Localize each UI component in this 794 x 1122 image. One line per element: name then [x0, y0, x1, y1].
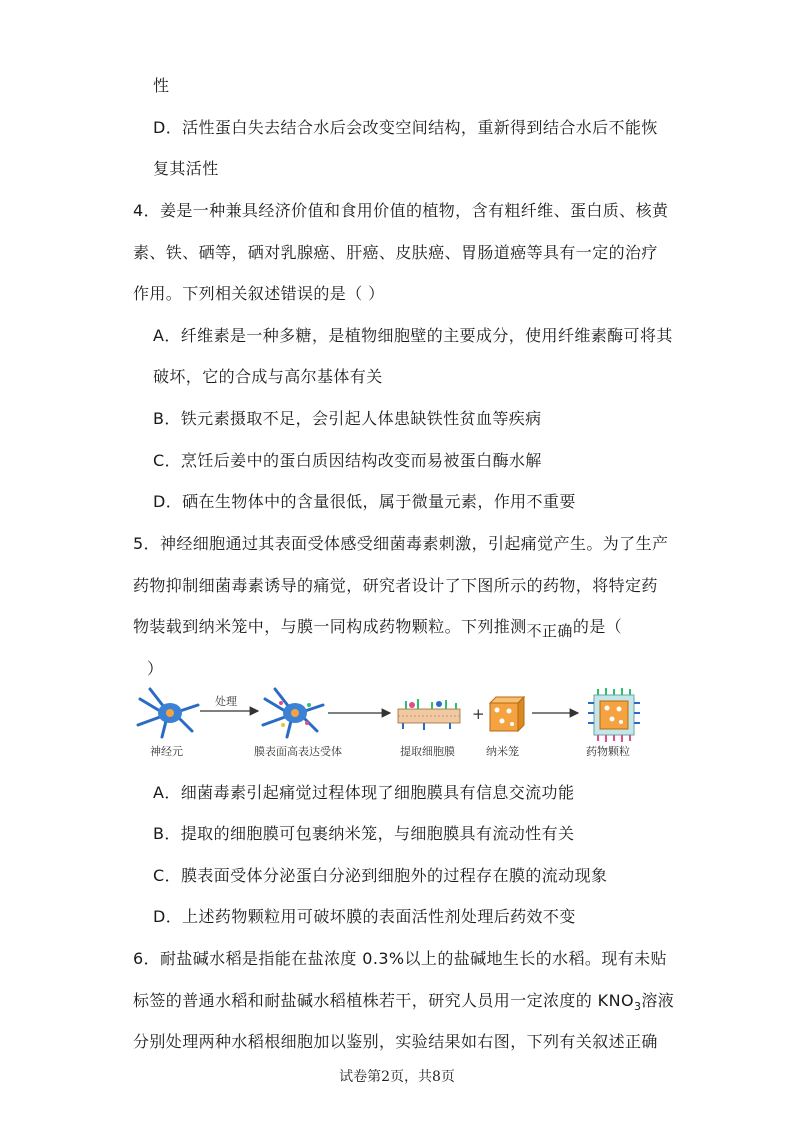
subscript-3: 3 — [633, 1000, 642, 1014]
question-4-option-a: A．纤维素是一种多糖，是植物细胞壁的主要成分，使用纤维素酶可将其 — [153, 326, 673, 345]
nanocage-icon — [490, 697, 524, 731]
question-5-option-a: A．细菌毒素引起痛觉过程体现了细胞膜具有信息交流功能 — [153, 783, 575, 802]
question-5-stem: 5．神经细胞通过其表面受体感受细菌毒素刺激，引起痛觉产生。为了生产 — [133, 534, 669, 553]
question-6-stem-3: 分别处理两种水稻根细胞加以鉴别，实验结果如右图，下列有关叙述正确 — [133, 1032, 658, 1051]
caption-membrane: 提取细胞膜 — [400, 745, 455, 758]
question-6-stem-2 — [133, 991, 674, 1017]
neuron-icon — [138, 689, 198, 737]
question-5-option-d: D．上述药物颗粒用可破坏膜的表面活性剂处理后药效不变 — [153, 907, 576, 926]
option-d-prev: D．活性蛋白失去结合水后会改变空间结构，重新得到结合水后不能恢 — [153, 118, 658, 137]
caption-nanocage: 纳米笼 — [486, 745, 519, 758]
receptor-neuron-icon — [263, 689, 323, 737]
question-4-stem: 4．姜是一种兼具经济价值和食用价值的植物，含有粗纤维、蛋白质、核黄 — [133, 201, 669, 220]
drug-particle-figure — [130, 683, 650, 763]
caption-drug-particle: 药物颗粒 — [586, 745, 630, 758]
figure-graphic — [130, 683, 650, 763]
membrane-icon — [398, 699, 460, 730]
stem-text: 物装载到纳米笼中，与膜一同构成药物颗粒。下列推测 — [133, 617, 527, 636]
question-4-stem-3: 作用。下列相关叙述错误的是（ ） — [133, 284, 385, 303]
caption-neuron: 神经元 — [150, 745, 183, 758]
question-5-option-c: C．膜表面受体分泌蛋白分泌到细胞外的过程存在膜的流动现象 — [153, 866, 608, 885]
question-4-option-d: D．硒在生物体中的含量很低，属于微量元素，作用不重要 — [153, 492, 576, 511]
drug-particle-icon — [588, 688, 640, 742]
page-footer: 试卷第2页，共8页 — [339, 1069, 455, 1085]
question-5-option-b: B．提取的细胞膜可包裹纳米笼，与细胞膜具有流动性有关 — [153, 824, 575, 843]
question-4-option-a-cont: 破坏，它的合成与高尔基体有关 — [153, 367, 383, 386]
caption-receptor-cell: 膜表面高表达受体 — [254, 745, 342, 758]
question-4-option-b: B．铁元素摄取不足，会引起人体患缺铁性贫血等疾病 — [153, 409, 542, 428]
stem-text-end: 溶液 — [641, 991, 675, 1010]
question-5-stem-3 — [133, 617, 623, 640]
stem-text-end: 的是（ — [572, 617, 623, 636]
question-5-stem-2: 药物抑制细菌毒素诱导的痛觉，研究者设计了下图所示的药物，将特定药 — [133, 576, 658, 595]
plus-sign: + — [472, 705, 485, 723]
stem-text: 标签的普通水稻和耐盐碱水稻植株若干，研究人员用一定浓度的 KNO — [133, 991, 634, 1010]
question-4-option-c: C．烹饪后姜中的蛋白质因结构改变而易被蛋白酶水解 — [153, 451, 542, 470]
arrow-label: 处理 — [215, 695, 237, 708]
text-line: 性 — [153, 76, 170, 95]
question-6-stem: 6．耐盐碱水稻是指能在盐浓度 0.3%以上的盐碱地生长的水稻。现有未贴 — [133, 949, 667, 968]
option-d-prev-cont: 复其活性 — [153, 159, 219, 178]
question-5-stem-4: ） — [147, 659, 164, 678]
emphasis-not-correct: 不正确 — [526, 622, 573, 640]
question-4-stem-2: 素、铁、硒等，硒对乳腺癌、肝癌、皮肤癌、胃肠道癌等具有一定的治疗 — [133, 243, 658, 262]
